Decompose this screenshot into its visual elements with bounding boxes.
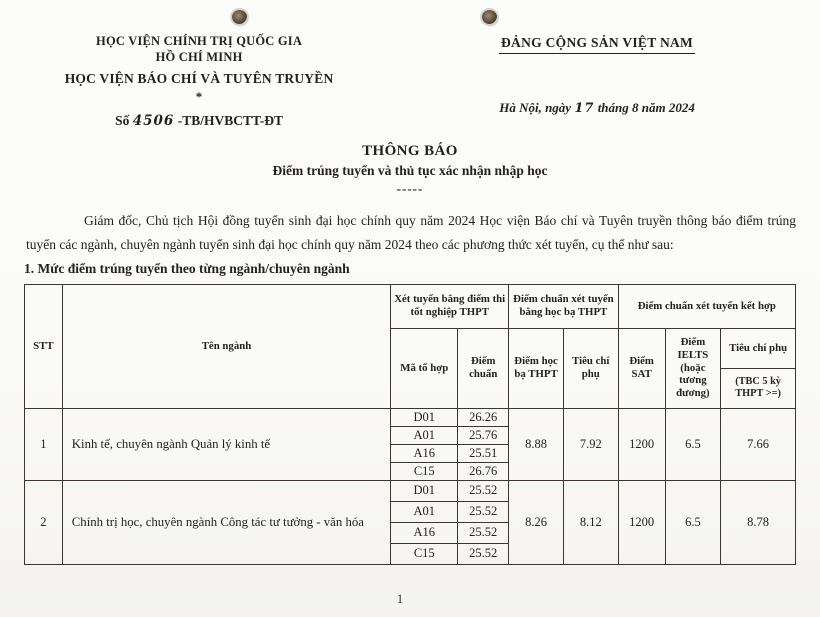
document-number bbox=[12, 113, 386, 129]
col-group-hoc-ba: Điểm chuẩn xét tuyển bằng học bạ THPT bbox=[509, 284, 618, 328]
org-parent-line1: HỌC VIỆN CHÍNH TRỊ QUỐC GIA bbox=[96, 34, 303, 48]
date-suffix: tháng 8 năm 2024 bbox=[597, 100, 695, 115]
combo-score-cell: 25.51 bbox=[458, 444, 509, 462]
table-header-row-groups bbox=[25, 284, 796, 328]
sat-score-cell: 1200 bbox=[618, 480, 665, 564]
col-header-diem-hoc-ba: Điểm học bạ THPT bbox=[509, 328, 564, 408]
combo-code-cell: A16 bbox=[391, 444, 458, 462]
issuing-org-block bbox=[12, 34, 386, 129]
col-header-ma-to-hop: Mã tổ hợp bbox=[391, 328, 458, 408]
combo-score-cell: 26.26 bbox=[458, 408, 509, 426]
combo-code-cell: A01 bbox=[391, 501, 458, 522]
stt-cell: 1 bbox=[25, 408, 63, 480]
notice-subtitle: Điểm trúng tuyển và thủ tục xác nhận nhập học bbox=[272, 163, 548, 179]
col-group-ket-hop: Điểm chuẩn xét tuyển kết hợp bbox=[618, 284, 795, 328]
letterhead bbox=[0, 0, 820, 129]
org-parent-line2: HỒ CHÍ MINH bbox=[155, 49, 243, 64]
page-number: 1 bbox=[396, 591, 404, 606]
combo-code-cell: D01 bbox=[391, 480, 458, 501]
hoc-ba-score-cell: 8.88 bbox=[509, 408, 564, 480]
combo-score-cell: 26.76 bbox=[458, 462, 509, 480]
brass-fastener-icon bbox=[232, 10, 247, 24]
party-name: ĐẢNG CỘNG SẢN VIỆT NAM bbox=[499, 35, 695, 54]
combo-code-cell: A01 bbox=[391, 426, 458, 444]
ielts-score-cell: 6.5 bbox=[665, 408, 721, 480]
hoc-ba-score-cell: 8.26 bbox=[509, 480, 564, 564]
combo-code-cell: D01 bbox=[391, 408, 458, 426]
divider-dashes: ----- bbox=[396, 181, 424, 197]
combo-code-cell: A16 bbox=[391, 522, 458, 543]
combo-score-cell: 25.52 bbox=[458, 522, 509, 543]
intro-paragraph: Giám đốc, Chủ tịch Hội đồng tuyển sinh đại học chính quy năm 2024 Học viện Báo chí và Tuyên truyền thông báo điểm trúng tuyển các ngành, chuyên ngành tuyển sinh đại học chính quy năm 2024 theo các phương thức xét tuyển, cụ thể như sau: bbox=[26, 213, 796, 252]
combo-code-cell: C15 bbox=[391, 543, 458, 564]
org-star-separator: * bbox=[195, 89, 203, 105]
tieu-chi-phu-cell: 7.92 bbox=[563, 408, 618, 480]
combo-score-cell: 25.52 bbox=[458, 543, 509, 564]
sat-score-cell: 1200 bbox=[618, 408, 665, 480]
brass-fastener-icon bbox=[482, 10, 497, 24]
org-name: HỌC VIỆN BÁO CHÍ VÀ TUYÊN TRUYỀN bbox=[64, 71, 334, 87]
col-header-diem-ielts: Điểm IELTS (hoặc tương đương) bbox=[665, 328, 721, 408]
ielts-score-cell: 6.5 bbox=[665, 480, 721, 564]
col-header-stt: STT bbox=[25, 284, 63, 408]
table-row bbox=[25, 408, 796, 426]
title-block bbox=[0, 143, 820, 197]
major-name-cell: Kinh tế, chuyên ngành Quản lý kinh tế bbox=[62, 408, 390, 480]
col-header-tieu-chi-phu-note: (TBC 5 kỳ THPT >=) bbox=[721, 368, 796, 408]
col-header-tieu-chi-phu-kethop: Tiêu chí phụ bbox=[721, 328, 796, 368]
date-prefix: Hà Nội, ngày bbox=[499, 100, 572, 115]
admission-score-table bbox=[24, 284, 796, 565]
col-header-ten-nganh: Tên ngành bbox=[62, 284, 390, 408]
combo-score-cell: 25.52 bbox=[458, 480, 509, 501]
combo-code-cell: C15 bbox=[391, 462, 458, 480]
tieu-chi-phu-cell: 8.12 bbox=[563, 480, 618, 564]
stt-cell: 2 bbox=[25, 480, 63, 564]
combo-score-cell: 25.76 bbox=[458, 426, 509, 444]
doc-number-suffix: -TB/HVBCTT-ĐT bbox=[177, 113, 283, 129]
section-heading: 1. Mức điểm trúng tuyển theo từng ngành/chuyên ngành bbox=[24, 260, 350, 276]
tieu-chi-phu-kethop-cell: 8.78 bbox=[721, 480, 796, 564]
col-header-diem-chuan: Điểm chuẩn bbox=[458, 328, 509, 408]
col-header-diem-sat: Điểm SAT bbox=[618, 328, 665, 408]
notice-title: THÔNG BÁO bbox=[362, 143, 458, 160]
date-line bbox=[386, 100, 808, 116]
tieu-chi-phu-kethop-cell: 7.66 bbox=[721, 408, 796, 480]
doc-number-prefix: Số bbox=[115, 113, 130, 129]
national-header-block bbox=[386, 34, 808, 129]
table-row bbox=[25, 480, 796, 501]
major-name-cell: Chính trị học, chuyên ngành Công tác tư tưởng - văn hóa bbox=[62, 480, 390, 564]
col-group-thpt-exam: Xét tuyển bằng điểm thi tốt nghiệp THPT bbox=[391, 284, 509, 328]
doc-number-value: 4506 bbox=[132, 113, 175, 130]
date-day: 17 bbox=[574, 101, 595, 116]
combo-score-cell: 25.52 bbox=[458, 501, 509, 522]
col-header-tieu-chi-phu: Tiêu chí phụ bbox=[563, 328, 618, 408]
